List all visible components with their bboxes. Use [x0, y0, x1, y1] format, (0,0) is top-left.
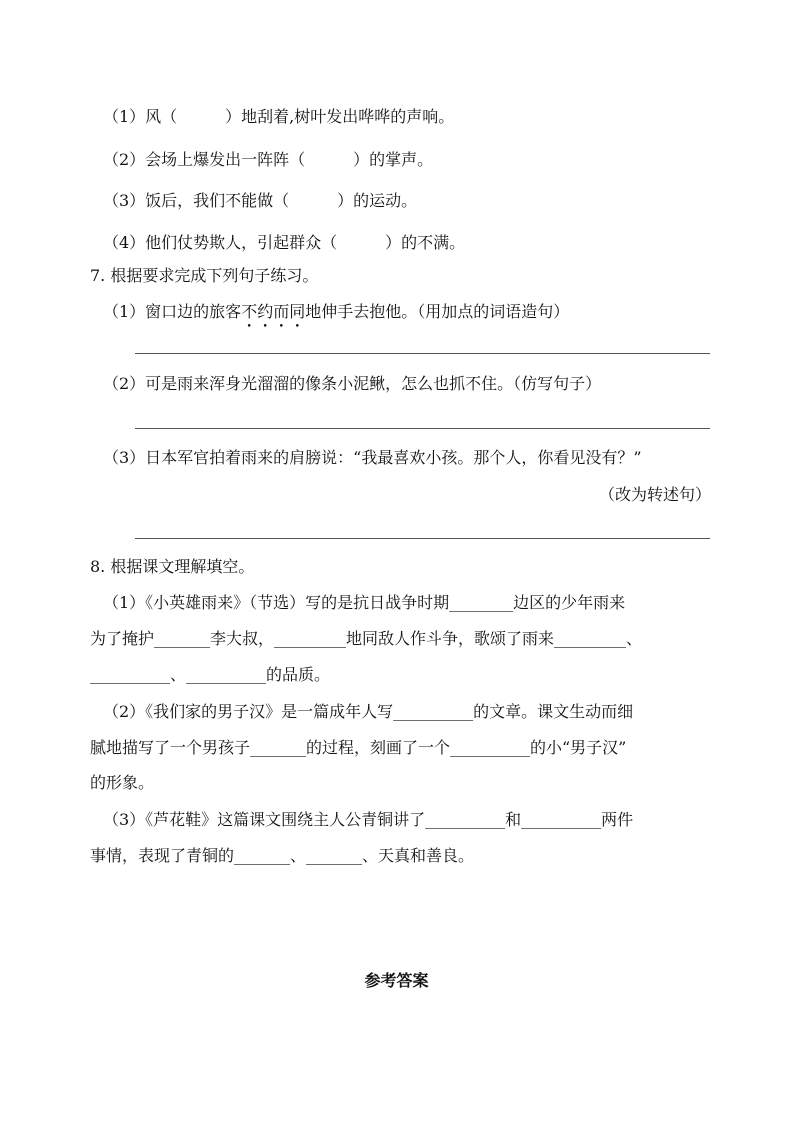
paragraph-line: （1）《小英雄雨来》（节选）写的是抗日战争时期________边区的少年雨来 — [103, 593, 626, 612]
question-7-heading: 7. 根据要求完成下列句子练习。 — [90, 266, 319, 285]
dotted-char: 同 — [289, 302, 306, 321]
fill-item-2: （2）会场上爆发出一阵阵（ ）的掌声。 — [103, 150, 434, 169]
answer-line-3[interactable] — [135, 538, 710, 539]
dotted-char: 约 — [257, 302, 274, 321]
question-7-item-1 — [103, 301, 569, 323]
item-1-before-text: （1）窗口边的旅客 — [103, 302, 242, 321]
question-8-heading: 8. 根据课文理解填空。 — [90, 557, 255, 576]
answer-line-1[interactable] — [135, 353, 710, 354]
fill-item-1: （1）风（ ）地刮着,树叶发出哗哗的声响。 — [103, 107, 455, 126]
fill-item-4: （4）他们仗势欺人，引起群众（ ）的不满。 — [103, 233, 466, 252]
paragraph-line: 腻地描写了一个男孩子_______的过程，刻画了一个__________的小“男子汉” — [90, 738, 627, 757]
answers-title: 参考答案 — [364, 971, 429, 990]
question-7-item-3-note: （改为转述句） — [598, 485, 711, 504]
question-7-item-3: （3）日本军官拍着雨来的肩膀说：“我最喜欢小孩。那个人，你看见没有？” — [103, 448, 642, 467]
question-7-item-2: （2）可是雨来浑身光溜溜的像条小泥鳅，怎么也抓不住。（仿写句子） — [103, 374, 602, 393]
paragraph-line: 的形象。 — [90, 773, 155, 792]
paragraph-line: （3）《芦花鞋》这篇课文围绕主人公青铜讲了__________和__________两件 — [103, 810, 634, 829]
paragraph-line: __________、__________的品质。 — [90, 665, 331, 684]
paragraph-line: 事情，表现了青铜的_______、_______、天真和善良。 — [90, 846, 475, 865]
paragraph-line: （2）《我们家的男子汉》是一篇成年人写__________的文章。课文生动而细 — [103, 702, 634, 721]
dotted-char: 不 — [241, 302, 258, 321]
item-1-after-text: 地伸手去抱他。（用加点的词语造句） — [305, 302, 570, 321]
fill-item-3: （3）饭后，我们不能做（ ）的运动。 — [103, 191, 418, 210]
dotted-char: 而 — [273, 302, 290, 321]
paragraph-line: 为了掩护_______李大叔，_________地同敌人作斗争，歌颂了雨来_________、 — [90, 629, 643, 648]
answer-line-2[interactable] — [135, 428, 710, 429]
